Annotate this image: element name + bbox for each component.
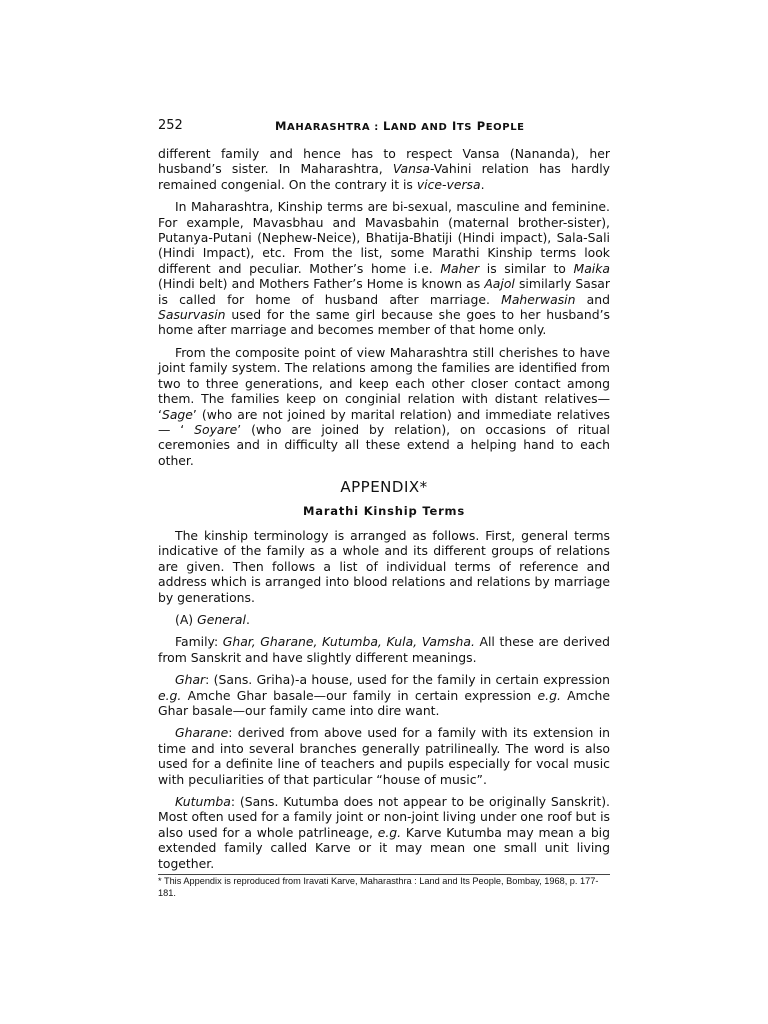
italic-term: Kutumba bbox=[175, 794, 231, 810]
text-run: From the composite point of view Maharashtra still cherishes to have joint family system. The relations among the families are identified from two to three generations, and keep each other closer contact among them. The families keep on conginial relation with distant relatives— ‘ bbox=[158, 344, 610, 422]
section-label bbox=[158, 612, 610, 627]
text-run: Amche Ghar basale—our family came into dire want. bbox=[158, 687, 610, 718]
italic-term: e.g. bbox=[158, 687, 182, 703]
italic-term: Maher bbox=[440, 260, 480, 276]
italic-term: Maherwasin bbox=[501, 291, 576, 307]
page-header bbox=[158, 118, 610, 136]
running-head-text: AND AND bbox=[390, 122, 448, 133]
running-head-cap: M bbox=[275, 119, 288, 133]
text-run: : (Sans. Kutumba does not appear to be originally Sanskrit). Most often used for a family joint or non-joint living under one roof but is also used for a whole patrlineage, bbox=[158, 794, 610, 840]
italic-term: Ghar bbox=[175, 672, 206, 688]
text-run: Family: bbox=[175, 634, 223, 650]
text-run: ’ (who are not joined by marital relation) and immediate relatives — ‘ bbox=[158, 406, 610, 437]
text-run: Amche Ghar basale—our family in certain expression bbox=[181, 687, 538, 703]
text-run: In Maharashtra, Kinship terms are bi-sexual, masculine and feminine. For example, Mavasbhau and Mavasbahin (maternal brother-sister), Putanya-Putani (Nephew-Neice), Bhatija-Bhatiji (Hindi impact), Sala-Sali (Hindi Impact), etc. From the list, some Marathi Kinship terms look different and peculiar. Mother’s home i.e. bbox=[158, 199, 610, 276]
running-head bbox=[275, 119, 525, 133]
running-head-text: TS bbox=[456, 122, 473, 133]
text-run: All these are derived from Sanskrit and have slightly different meanings. bbox=[158, 634, 610, 665]
body-text bbox=[158, 146, 610, 871]
appendix-subtitle: Marathi Kinship Terms bbox=[303, 503, 465, 518]
running-head-cap: P bbox=[472, 119, 486, 133]
page-number: 252 bbox=[158, 118, 183, 133]
running-head-text: EOPLE bbox=[485, 122, 525, 133]
italic-term: vice-versa bbox=[416, 176, 481, 192]
paragraph bbox=[158, 199, 610, 338]
paragraph bbox=[158, 794, 610, 871]
paragraph bbox=[158, 634, 610, 665]
paragraph: The kinship terminology is arranged as follows. First, general terms indicative of the family as a whole and its different groups of relations are given. Then follows a list of individual terms of reference and address which is arranged into blood relations and relations by marriage by generations. bbox=[158, 527, 610, 605]
text-run: . bbox=[245, 611, 250, 627]
italic-term: Aajol bbox=[484, 276, 515, 292]
text-run: and bbox=[575, 291, 610, 307]
text-run: Karve Kutumba may mean a big extended family called Karve or it may mean one small unit living together. bbox=[158, 824, 610, 871]
text-run: similarly Sasar is called for home of husband after marriage. bbox=[158, 276, 610, 307]
running-head-cap: I bbox=[447, 119, 457, 133]
italic-term: Sasurvasin bbox=[158, 307, 226, 323]
italic-term: Maika bbox=[573, 260, 610, 276]
text-run: -Vahini relation has hardly remained congenial. On the contrary it is bbox=[158, 161, 610, 192]
text-run: (Hindi belt) and Mothers Father’s Home is known as bbox=[158, 276, 485, 292]
italic-term: Vansa bbox=[392, 161, 430, 177]
paragraph bbox=[158, 146, 610, 192]
running-head-text: AHARASHTRA bbox=[287, 122, 371, 133]
italic-term: Soyare bbox=[194, 421, 238, 437]
italic-term: Gharane bbox=[175, 725, 229, 741]
italic-term: e.g. bbox=[377, 824, 402, 840]
text-run: . bbox=[480, 176, 485, 192]
running-head-cap: L bbox=[382, 119, 391, 133]
text-run: different family and hence has to respect Vansa (Nananda), her husband’s sister. In Maharashtra, bbox=[158, 146, 610, 177]
text-run: : derived from above used for a family with its extension in time and into several branches generally patrilineally. The word is also used for a definite line of teachers and pupils especially for vocal music with peculiarities of that particular “house of music”. bbox=[158, 725, 610, 787]
page bbox=[158, 118, 610, 899]
footnote-divider bbox=[158, 874, 610, 875]
text-run: ’ (who are joined by relation), on occasions of ritual ceremonies and in difficulty all these extend a helping hand to each other. bbox=[158, 421, 610, 468]
paragraph bbox=[158, 672, 610, 718]
italic-term: General bbox=[197, 611, 246, 627]
paragraph bbox=[158, 725, 610, 787]
text-run: : (Sans. Griha)-a house, used for the family in certain expression bbox=[205, 672, 610, 688]
footnote: * This Appendix is reproduced from Iravati Karve, Maharasthra : Land and Its People, Bombay, 1968, p. 177-181. bbox=[158, 876, 599, 898]
text-run: (A) bbox=[175, 611, 198, 627]
paragraph bbox=[158, 345, 610, 468]
italic-term: Ghar, Gharane, Kutumba, Kula, Vamsha. bbox=[222, 634, 475, 650]
text-run: used for the same girl because she goes to her husband’s home after marriage and becomes member of that home only. bbox=[158, 307, 610, 338]
italic-term: Sage bbox=[161, 406, 193, 422]
running-head-sep: : bbox=[370, 122, 383, 133]
text-run: is similar to bbox=[479, 260, 574, 276]
appendix-title: APPENDIX* bbox=[340, 478, 428, 497]
italic-term: e.g. bbox=[537, 687, 561, 703]
